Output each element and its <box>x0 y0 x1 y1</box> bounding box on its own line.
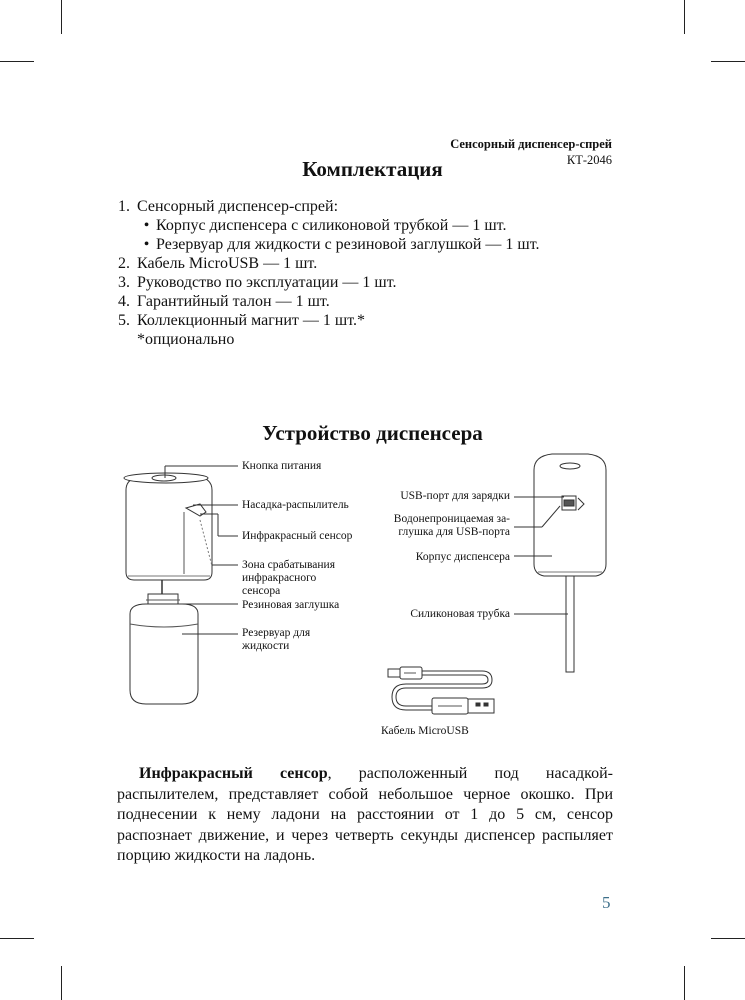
label-reservoir-line2: жидкости <box>242 640 290 652</box>
usb-a-plug-icon <box>468 699 494 713</box>
rubber-plug-icon <box>148 594 178 604</box>
microusb-cable-drawing <box>388 667 494 714</box>
section-heading-contents: Комплектация <box>302 157 443 181</box>
label-usb-cover-line1: Водонепроницаемая за- <box>393 513 510 525</box>
list-item: 3. Руководство по эксплуатации — 1 шт. <box>118 274 397 291</box>
label-spray-nozzle: Насадка-распылитель <box>242 499 349 511</box>
label-ir-zone-line2: инфракрасного <box>242 572 317 584</box>
footnote: *опционально <box>137 331 235 348</box>
label-usb-port: USB-порт для зарядки <box>400 490 510 502</box>
label-rubber-plug: Резиновая заглушка <box>242 599 340 611</box>
list-item: 4. Гарантийный талон — 1 шт. <box>118 293 330 310</box>
label-ir-zone-line3: сенсора <box>242 585 281 597</box>
page-number: 5 <box>602 893 611 912</box>
paragraph-text: , расположенный под насадкой-распылителем, представляет собой небольшое черное окошко. При поднесении к нему ладони на расстоянии от 1 до 5 см, сенсор распознает движение, и через четверть секунды диспенсер распыляет порцию жидкости на ладонь. <box>117 765 613 864</box>
reservoir-drawing <box>130 594 198 704</box>
label-dispenser-body: Корпус диспенсера <box>415 551 510 563</box>
dispenser-head-drawing <box>124 473 212 596</box>
running-header-title: Сенсорный диспенсер-спрей <box>450 137 612 151</box>
label-silicone-tube: Силиконовая трубка <box>410 608 510 620</box>
sensor-description-paragraph <box>117 764 613 867</box>
list-subitem: • Резервуар для жидкости с резиновой заглушкой — 1 шт. <box>118 235 540 254</box>
list-item: 2. Кабель MicroUSB — 1 шт. <box>118 255 318 272</box>
label-usb-cover-line2: глушка для USB-порта <box>398 526 510 538</box>
section-heading-device: Устройство диспенсера <box>262 421 483 445</box>
label-reservoir-line1: Резервуар для <box>242 627 311 639</box>
list-item: 5. Коллекционный магнит — 1 шт.* <box>118 312 365 329</box>
list-subitem: • Корпус диспенсера с силиконовой трубкой — 1 шт. <box>118 216 540 235</box>
dispenser-body-drawing <box>534 454 606 672</box>
bullet-icon: • <box>143 217 150 234</box>
sensor-term: Инфракрасный сенсор <box>139 765 328 782</box>
label-microusb-cable: Кабель MicroUSB <box>381 725 469 737</box>
microusb-plug-icon <box>388 669 400 677</box>
running-header-model: КТ-2046 <box>566 153 612 167</box>
bullet-icon: • <box>143 236 150 253</box>
label-power-button: Кнопка питания <box>242 460 322 472</box>
silicone-tube-icon <box>566 576 574 672</box>
list-item: 1. Сенсорный диспенсер-спрей: <box>118 198 339 215</box>
label-ir-zone-line1: Зона срабатывания <box>242 559 335 571</box>
label-ir-sensor: Инфракрасный сенсор <box>242 530 353 542</box>
